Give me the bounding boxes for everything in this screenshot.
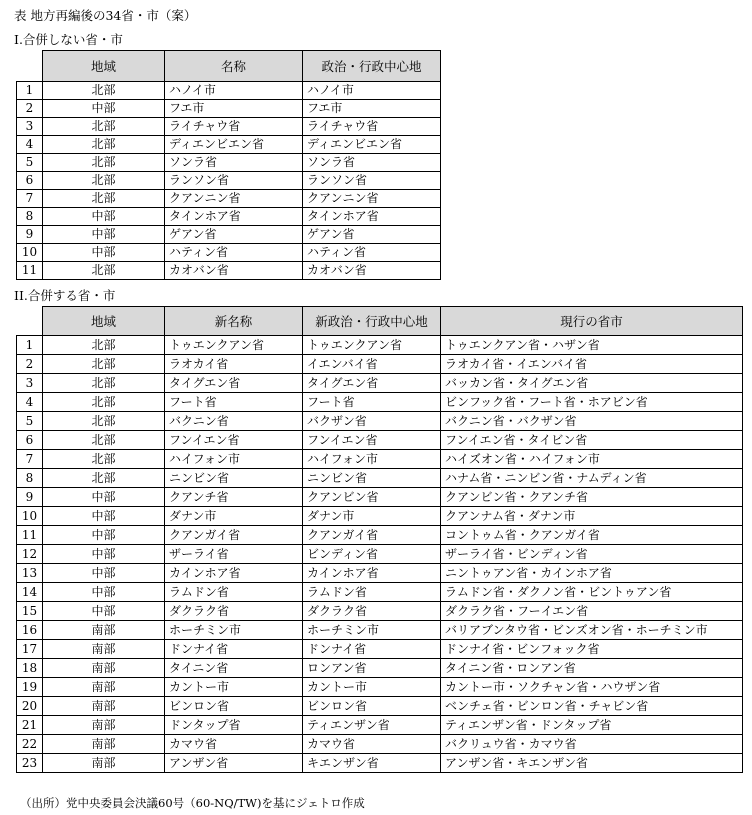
row-number: 9 <box>17 488 43 507</box>
row-number: 17 <box>17 640 43 659</box>
table-row <box>17 716 743 735</box>
name-cell: ハティン省 <box>165 244 303 262</box>
new-name-cell: アンザン省 <box>165 754 303 773</box>
new-center-cell: ホーチミン市 <box>303 621 441 640</box>
new-center-cell: ティエンザン省 <box>303 716 441 735</box>
new-name-cell: ダナン市 <box>165 507 303 526</box>
table-row <box>17 244 441 262</box>
current-provinces-cell: ドンナイ省・ビンフォック省 <box>441 640 743 659</box>
new-center-cell: フンイエン省 <box>303 431 441 450</box>
current-provinces-cell: ラムドン省・ダクノン省・ビントゥアン省 <box>441 583 743 602</box>
region-cell: 中部 <box>43 100 165 118</box>
new-name-cell: ホーチミン市 <box>165 621 303 640</box>
center-cell: タインホア省 <box>303 208 441 226</box>
name-cell: フエ市 <box>165 100 303 118</box>
new-center-cell: カマウ省 <box>303 735 441 754</box>
row-number: 3 <box>17 118 43 136</box>
region-cell: 中部 <box>43 488 165 507</box>
row-number: 4 <box>17 136 43 154</box>
region-cell: 北部 <box>43 136 165 154</box>
new-name-cell: ニンビン省 <box>165 469 303 488</box>
table-header-row <box>17 51 441 82</box>
row-number: 8 <box>17 469 43 488</box>
current-provinces-cell: コントゥム省・クアンガイ省 <box>441 526 743 545</box>
table-row <box>17 262 441 280</box>
center-cell: クアンニン省 <box>303 190 441 208</box>
row-number: 1 <box>17 82 43 100</box>
header-region: 地域 <box>43 307 165 336</box>
center-cell: ソンラ省 <box>303 154 441 172</box>
table-row <box>17 488 743 507</box>
current-provinces-cell: クアンナム省・ダナン市 <box>441 507 743 526</box>
name-cell: ライチャウ省 <box>165 118 303 136</box>
new-name-cell: トゥエンクアン省 <box>165 336 303 355</box>
table-row <box>17 172 441 190</box>
row-number: 7 <box>17 190 43 208</box>
name-cell: ハノイ市 <box>165 82 303 100</box>
new-center-cell: ダナン市 <box>303 507 441 526</box>
row-number: 4 <box>17 393 43 412</box>
new-center-cell: トゥエンクアン省 <box>303 336 441 355</box>
row-number: 22 <box>17 735 43 754</box>
header-center: 政治・行政中心地 <box>303 51 441 82</box>
table-row <box>17 754 743 773</box>
header-blank <box>17 51 43 82</box>
row-number: 9 <box>17 226 43 244</box>
center-cell: ハティン省 <box>303 244 441 262</box>
header-blank <box>17 307 43 336</box>
table-row <box>17 136 441 154</box>
row-number: 10 <box>17 244 43 262</box>
region-cell: 中部 <box>43 526 165 545</box>
current-provinces-cell: カントー市・ソクチャン省・ハウザン省 <box>441 678 743 697</box>
region-cell: 北部 <box>43 336 165 355</box>
table-row <box>17 336 743 355</box>
table-row <box>17 659 743 678</box>
region-cell: 南部 <box>43 621 165 640</box>
row-number: 7 <box>17 450 43 469</box>
center-cell: ランソン省 <box>303 172 441 190</box>
new-name-cell: クアンガイ省 <box>165 526 303 545</box>
table-header-row <box>17 307 743 336</box>
center-cell: カオバン省 <box>303 262 441 280</box>
center-cell: ゲアン省 <box>303 226 441 244</box>
table-row <box>17 190 441 208</box>
region-cell: 南部 <box>43 735 165 754</box>
region-cell: 中部 <box>43 583 165 602</box>
row-number: 10 <box>17 507 43 526</box>
new-center-cell: カントー市 <box>303 678 441 697</box>
new-name-cell: ダクラク省 <box>165 602 303 621</box>
table-row <box>17 118 441 136</box>
row-number: 21 <box>17 716 43 735</box>
current-provinces-cell: ベンチェ省・ビンロン省・チャビン省 <box>441 697 743 716</box>
row-number: 5 <box>17 412 43 431</box>
new-center-cell: タイグエン省 <box>303 374 441 393</box>
header-name: 名称 <box>165 51 303 82</box>
region-cell: 北部 <box>43 412 165 431</box>
merged-table <box>16 306 743 773</box>
region-cell: 北部 <box>43 262 165 280</box>
new-center-cell: ビンディン省 <box>303 545 441 564</box>
center-cell: ハノイ市 <box>303 82 441 100</box>
region-cell: 北部 <box>43 450 165 469</box>
region-cell: 南部 <box>43 754 165 773</box>
table-row <box>17 621 743 640</box>
row-number: 15 <box>17 602 43 621</box>
current-provinces-cell: ビンフック省・フート省・ホアビン省 <box>441 393 743 412</box>
region-cell: 南部 <box>43 659 165 678</box>
region-cell: 北部 <box>43 154 165 172</box>
region-cell: 中部 <box>43 545 165 564</box>
new-center-cell: バクザン省 <box>303 412 441 431</box>
new-name-cell: クアンチ省 <box>165 488 303 507</box>
table-row <box>17 355 743 374</box>
current-provinces-cell: クアンビン省・クアンチ省 <box>441 488 743 507</box>
table-row <box>17 735 743 754</box>
header-new-center: 新政治・行政中心地 <box>303 307 441 336</box>
region-cell: 北部 <box>43 393 165 412</box>
region-cell: 中部 <box>43 226 165 244</box>
center-cell: ライチャウ省 <box>303 118 441 136</box>
current-provinces-cell: バッカン省・タイグエン省 <box>441 374 743 393</box>
region-cell: 中部 <box>43 507 165 526</box>
table-row <box>17 564 743 583</box>
current-provinces-cell: ラオカイ省・イエンバイ省 <box>441 355 743 374</box>
new-center-cell: ロンアン省 <box>303 659 441 678</box>
region-cell: 南部 <box>43 716 165 735</box>
source-note: （出所）党中央委員会決議60号（60-NQ/TW)を基にジェトロ作成 <box>20 796 365 810</box>
row-number: 11 <box>17 262 43 280</box>
new-center-cell: ニンビン省 <box>303 469 441 488</box>
region-cell: 中部 <box>43 564 165 583</box>
row-number: 3 <box>17 374 43 393</box>
table-row <box>17 526 743 545</box>
current-provinces-cell: ザーライ省・ビンディン省 <box>441 545 743 564</box>
current-provinces-cell: ダクラク省・フーイエン省 <box>441 602 743 621</box>
new-center-cell: クアンガイ省 <box>303 526 441 545</box>
new-name-cell: タイニン省 <box>165 659 303 678</box>
name-cell: ゲアン省 <box>165 226 303 244</box>
new-name-cell: ザーライ省 <box>165 545 303 564</box>
name-cell: ランソン省 <box>165 172 303 190</box>
region-cell: 北部 <box>43 82 165 100</box>
non-merged-table <box>16 50 441 280</box>
new-name-cell: カマウ省 <box>165 735 303 754</box>
name-cell: クアンニン省 <box>165 190 303 208</box>
region-cell: 北部 <box>43 431 165 450</box>
table-row <box>17 602 743 621</box>
new-center-cell: カインホア省 <box>303 564 441 583</box>
current-provinces-cell: バクニン省・バクザン省 <box>441 412 743 431</box>
region-cell: 北部 <box>43 469 165 488</box>
row-number: 18 <box>17 659 43 678</box>
row-number: 16 <box>17 621 43 640</box>
table-row <box>17 640 743 659</box>
new-center-cell: ダクラク省 <box>303 602 441 621</box>
new-name-cell: フンイエン省 <box>165 431 303 450</box>
row-number: 8 <box>17 208 43 226</box>
region-cell: 南部 <box>43 678 165 697</box>
row-number: 11 <box>17 526 43 545</box>
current-provinces-cell: ティエンザン省・ドンタップ省 <box>441 716 743 735</box>
table-row <box>17 82 441 100</box>
new-center-cell: ラムドン省 <box>303 583 441 602</box>
table-row <box>17 697 743 716</box>
current-provinces-cell: アンザン省・キエンザン省 <box>441 754 743 773</box>
new-name-cell: カインホア省 <box>165 564 303 583</box>
header-new-name: 新名称 <box>165 307 303 336</box>
new-center-cell: クアンビン省 <box>303 488 441 507</box>
name-cell: タインホア省 <box>165 208 303 226</box>
new-center-cell: ハイフォン市 <box>303 450 441 469</box>
table-row <box>17 678 743 697</box>
region-cell: 南部 <box>43 697 165 716</box>
table-row <box>17 545 743 564</box>
table-row <box>17 374 743 393</box>
new-center-cell: キエンザン省 <box>303 754 441 773</box>
region-cell: 北部 <box>43 190 165 208</box>
header-region: 地域 <box>43 51 165 82</box>
name-cell: ソンラ省 <box>165 154 303 172</box>
table-row <box>17 450 743 469</box>
current-provinces-cell: タイニン省・ロンアン省 <box>441 659 743 678</box>
region-cell: 北部 <box>43 172 165 190</box>
new-name-cell: フート省 <box>165 393 303 412</box>
row-number: 2 <box>17 100 43 118</box>
table-row <box>17 393 743 412</box>
row-number: 19 <box>17 678 43 697</box>
row-number: 23 <box>17 754 43 773</box>
new-name-cell: バクニン省 <box>165 412 303 431</box>
row-number: 20 <box>17 697 43 716</box>
table-row <box>17 583 743 602</box>
region-cell: 中部 <box>43 244 165 262</box>
row-number: 2 <box>17 355 43 374</box>
section-heading-2: II.合併する省・市 <box>14 288 116 303</box>
region-cell: 南部 <box>43 640 165 659</box>
name-cell: ディエンビエン省 <box>165 136 303 154</box>
center-cell: フエ市 <box>303 100 441 118</box>
region-cell: 北部 <box>43 374 165 393</box>
name-cell: カオバン省 <box>165 262 303 280</box>
region-cell: 中部 <box>43 208 165 226</box>
region-cell: 北部 <box>43 118 165 136</box>
row-number: 12 <box>17 545 43 564</box>
table-caption: 表 地方再編後の34省・市（案） <box>14 8 197 23</box>
header-current: 現行の省市 <box>441 307 743 336</box>
row-number: 5 <box>17 154 43 172</box>
new-center-cell: ドンナイ省 <box>303 640 441 659</box>
new-name-cell: ハイフォン市 <box>165 450 303 469</box>
table-row <box>17 208 441 226</box>
new-name-cell: ラムドン省 <box>165 583 303 602</box>
current-provinces-cell: バクリュウ省・カマウ省 <box>441 735 743 754</box>
region-cell: 中部 <box>43 602 165 621</box>
new-center-cell: ビンロン省 <box>303 697 441 716</box>
new-name-cell: ドンタップ省 <box>165 716 303 735</box>
table-row <box>17 226 441 244</box>
table-row <box>17 431 743 450</box>
table-row <box>17 100 441 118</box>
row-number: 1 <box>17 336 43 355</box>
new-center-cell: フート省 <box>303 393 441 412</box>
table-row <box>17 412 743 431</box>
current-provinces-cell: ハナム省・ニンビン省・ナムディン省 <box>441 469 743 488</box>
region-cell: 北部 <box>43 355 165 374</box>
row-number: 6 <box>17 172 43 190</box>
table-row <box>17 154 441 172</box>
new-name-cell: ラオカイ省 <box>165 355 303 374</box>
new-name-cell: ビンロン省 <box>165 697 303 716</box>
table-row <box>17 507 743 526</box>
current-provinces-cell: トゥエンクアン省・ハザン省 <box>441 336 743 355</box>
new-center-cell: イエンバイ省 <box>303 355 441 374</box>
new-name-cell: ドンナイ省 <box>165 640 303 659</box>
current-provinces-cell: バリアブンタウ省・ビンズオン省・ホーチミン市 <box>441 621 743 640</box>
current-provinces-cell: ハイズオン省・ハイフォン市 <box>441 450 743 469</box>
row-number: 14 <box>17 583 43 602</box>
current-provinces-cell: フンイエン省・タイビン省 <box>441 431 743 450</box>
section-heading-1: I.合併しない省・市 <box>14 32 123 47</box>
new-name-cell: タイグエン省 <box>165 374 303 393</box>
current-provinces-cell: ニントゥアン省・カインホア省 <box>441 564 743 583</box>
row-number: 6 <box>17 431 43 450</box>
center-cell: ディエンビエン省 <box>303 136 441 154</box>
row-number: 13 <box>17 564 43 583</box>
table-row <box>17 469 743 488</box>
new-name-cell: カントー市 <box>165 678 303 697</box>
